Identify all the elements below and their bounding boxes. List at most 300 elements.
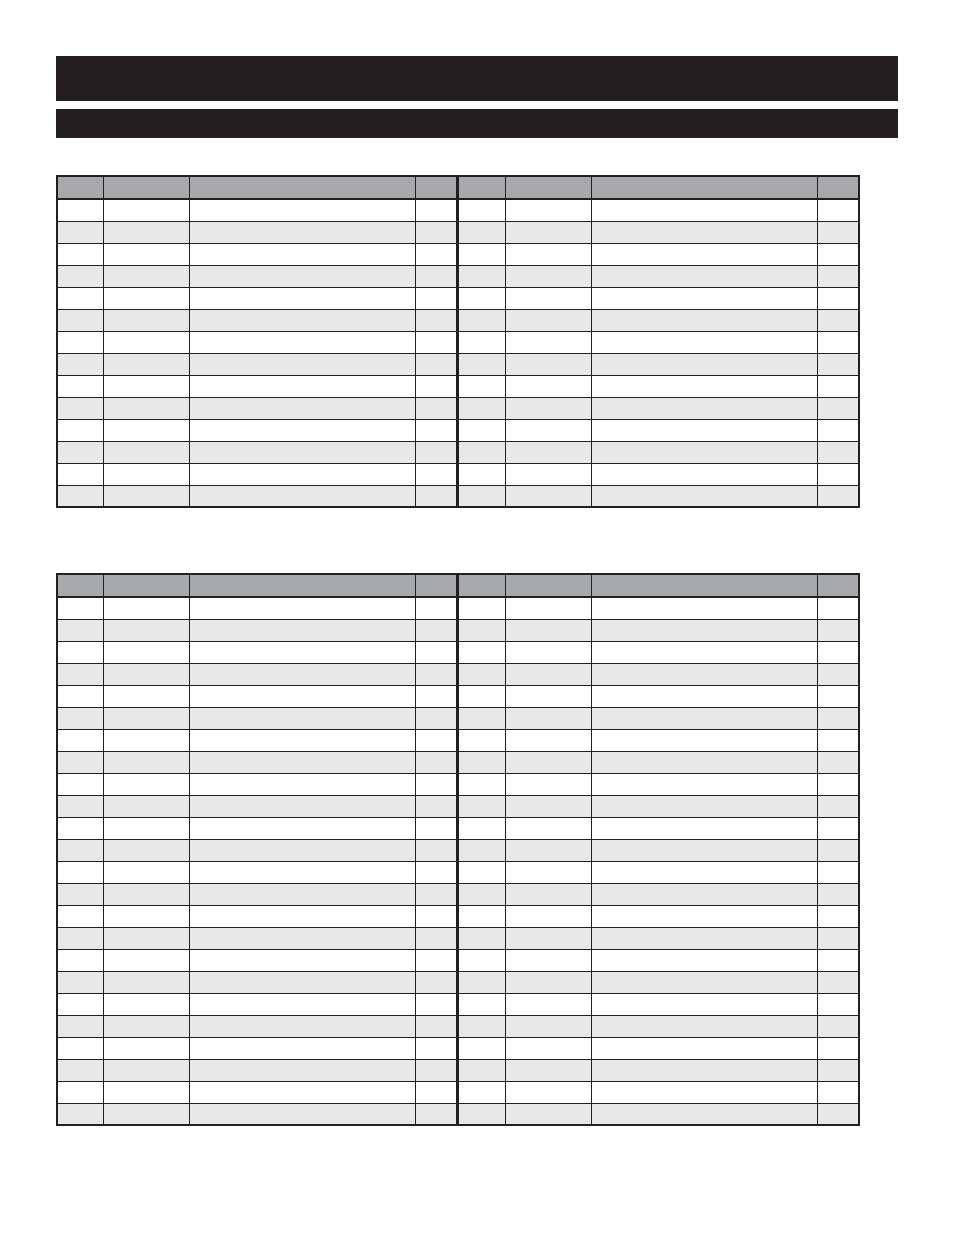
table-cell [189,419,415,441]
table-cell [189,773,415,795]
table-cell [817,1059,859,1081]
table-cell [415,397,457,419]
table-cell [103,1037,189,1059]
table-cell [189,839,415,861]
table-cell [189,397,415,419]
table-cell [415,707,457,729]
table-cell [817,883,859,905]
column-header [103,574,189,597]
table-cell [103,927,189,949]
table-cell [457,485,505,507]
column-header [457,574,505,597]
column-header [591,574,817,597]
table-cell [103,597,189,619]
column-header [57,574,103,597]
table-cell [57,309,103,331]
table-cell [457,441,505,463]
table-cell [817,441,859,463]
table-cell [103,641,189,663]
table-row [57,353,859,375]
table-cell [415,1015,457,1037]
table-cell [591,993,817,1015]
table-cell [457,795,505,817]
table-cell [817,243,859,265]
table-cell [817,817,859,839]
table-cell [505,839,591,861]
table-cell [189,1081,415,1103]
table-cell [57,883,103,905]
table-cell [57,221,103,243]
table-cell [57,287,103,309]
table-cell [591,663,817,685]
table-row [57,1059,859,1081]
table-cell [189,265,415,287]
table-cell [57,353,103,375]
table-cell [591,243,817,265]
table-cell [591,419,817,441]
table-cell [189,971,415,993]
table-cell [57,949,103,971]
table-cell [57,707,103,729]
table-cell [591,221,817,243]
table-cell [415,309,457,331]
table-cell [57,795,103,817]
table-row [57,795,859,817]
table-cell [817,729,859,751]
table-cell [103,905,189,927]
table-row [57,685,859,707]
table-cell [457,199,505,221]
table-cell [457,751,505,773]
table-row [57,861,859,883]
table-cell [415,817,457,839]
table-cell [103,485,189,507]
table-header-row [57,176,859,199]
table-cell [189,861,415,883]
table-cell [103,1015,189,1037]
table-cell [457,1081,505,1103]
table-cell [189,795,415,817]
table-cell [505,729,591,751]
table-cell [817,485,859,507]
table-cell [103,971,189,993]
table-cell [57,905,103,927]
table-row [57,441,859,463]
table-cell [505,441,591,463]
subtitle-banner [56,109,898,138]
table-cell [57,463,103,485]
table-cell [189,817,415,839]
table-cell [817,861,859,883]
table-cell [103,287,189,309]
table-cell [591,1015,817,1037]
table-cell [591,199,817,221]
table-cell [505,993,591,1015]
table-cell [189,375,415,397]
table-cell [505,419,591,441]
table-cell [189,949,415,971]
table-row [57,199,859,221]
table-cell [817,221,859,243]
table-cell [415,619,457,641]
table-row [57,949,859,971]
table-cell [591,463,817,485]
table-cell [103,199,189,221]
table-cell [189,463,415,485]
table-cell [505,795,591,817]
table-cell [103,353,189,375]
table-cell [189,485,415,507]
column-header [505,574,591,597]
table-cell [817,199,859,221]
table-cell [57,773,103,795]
table-cell [57,861,103,883]
table-cell [57,485,103,507]
table-cell [505,199,591,221]
table-cell [817,1037,859,1059]
table-cell [103,685,189,707]
table-cell [57,243,103,265]
table-row [57,817,859,839]
table-row [57,331,859,353]
table-cell [591,375,817,397]
table-cell [415,331,457,353]
table-cell [505,287,591,309]
table-cell [103,1103,189,1125]
table-row [57,663,859,685]
table-cell [505,641,591,663]
table-cell [57,1059,103,1081]
table-cell [591,971,817,993]
table-cell [457,331,505,353]
table-cell [817,949,859,971]
column-header [591,176,817,199]
table-cell [457,243,505,265]
table-cell [415,971,457,993]
column-header [457,176,505,199]
table-cell [505,1037,591,1059]
table-cell [57,685,103,707]
table-cell [415,199,457,221]
table-cell [457,619,505,641]
table-cell [415,1081,457,1103]
table-cell [591,619,817,641]
table-cell [505,1059,591,1081]
table-cell [591,287,817,309]
table-cell [189,707,415,729]
column-header [189,176,415,199]
table-cell [415,243,457,265]
table-cell [415,751,457,773]
table-cell [817,927,859,949]
table-row [57,287,859,309]
table-cell [57,663,103,685]
table-cell [457,397,505,419]
table-cell [457,1103,505,1125]
table-cell [103,839,189,861]
table-cell [57,971,103,993]
table-cell [457,287,505,309]
table-cell [591,751,817,773]
table-cell [817,1081,859,1103]
table-cell [817,419,859,441]
table-cell [103,309,189,331]
table-cell [505,309,591,331]
table-cell [591,485,817,507]
table-cell [505,949,591,971]
table-cell [189,1103,415,1125]
table-cell [817,309,859,331]
table-cell [817,751,859,773]
table-row [57,221,859,243]
table-cell [415,419,457,441]
table-row [57,397,859,419]
table-cell [415,1059,457,1081]
parts-table-2 [56,573,860,1126]
table-cell [189,199,415,221]
table-header-row [57,574,859,597]
table-cell [817,1103,859,1125]
table-cell [57,1081,103,1103]
table-cell [189,597,415,619]
table-cell [457,993,505,1015]
table-row [57,729,859,751]
table-cell [591,795,817,817]
table-cell [189,883,415,905]
table-row [57,905,859,927]
table-cell [505,331,591,353]
table-row [57,1081,859,1103]
table-cell [103,1081,189,1103]
table-cell [591,353,817,375]
table-cell [817,641,859,663]
table-cell [591,1081,817,1103]
table-row [57,265,859,287]
table-cell [415,463,457,485]
table-cell [415,641,457,663]
table-cell [457,1037,505,1059]
table-cell [457,817,505,839]
table-cell [415,927,457,949]
table-cell [103,663,189,685]
table-cell [817,265,859,287]
column-header [817,176,859,199]
table-cell [415,265,457,287]
table-cell [57,375,103,397]
table-cell [189,641,415,663]
table-cell [505,353,591,375]
table-cell [505,685,591,707]
table-cell [189,309,415,331]
table-cell [457,773,505,795]
table-cell [57,619,103,641]
table-cell [189,993,415,1015]
table-cell [189,663,415,685]
table-cell [817,971,859,993]
table-cell [57,839,103,861]
table-cell [189,619,415,641]
table-cell [505,707,591,729]
table-cell [189,1059,415,1081]
table-cell [457,221,505,243]
table-cell [505,597,591,619]
table-cell [415,353,457,375]
table-row [57,971,859,993]
table-cell [57,1037,103,1059]
table-row [57,773,859,795]
table-cell [189,1037,415,1059]
table-cell [505,485,591,507]
table-cell [457,971,505,993]
table-cell [591,1059,817,1081]
table-cell [505,265,591,287]
table-cell [591,597,817,619]
table-cell [505,463,591,485]
table-cell [103,463,189,485]
table-cell [57,397,103,419]
table-cell [57,751,103,773]
table-cell [457,663,505,685]
column-header [189,574,415,597]
table-row [57,243,859,265]
column-header [415,176,457,199]
table-cell [457,927,505,949]
table-cell [103,331,189,353]
table-cell [103,773,189,795]
table-cell [189,1015,415,1037]
table-cell [189,905,415,927]
table-cell [103,795,189,817]
table-cell [505,1103,591,1125]
table-cell [591,441,817,463]
table-cell [591,949,817,971]
table-cell [817,619,859,641]
table-cell [189,441,415,463]
table-cell [415,663,457,685]
table-row [57,1103,859,1125]
table-cell [505,375,591,397]
table-cell [817,773,859,795]
table-cell [189,221,415,243]
table-cell [103,441,189,463]
table-cell [189,287,415,309]
table-cell [189,685,415,707]
table-cell [591,707,817,729]
table-cell [57,331,103,353]
table-row [57,641,859,663]
table-cell [457,641,505,663]
table-cell [505,751,591,773]
table-cell [457,905,505,927]
table-cell [457,1015,505,1037]
table-cell [189,353,415,375]
table-cell [57,1015,103,1037]
table-row [57,463,859,485]
table-cell [505,971,591,993]
table-cell [817,663,859,685]
table-cell [817,707,859,729]
table-row [57,883,859,905]
table-cell [415,441,457,463]
table-cell [415,883,457,905]
table-cell [415,729,457,751]
table-cell [457,463,505,485]
table-cell [817,463,859,485]
table-cell [457,265,505,287]
table-cell [457,949,505,971]
table-row [57,375,859,397]
table-cell [591,817,817,839]
table-cell [415,485,457,507]
table-cell [415,905,457,927]
table-cell [103,751,189,773]
table-cell [457,861,505,883]
table-cell [591,1103,817,1125]
table-cell [817,685,859,707]
table-cell [57,927,103,949]
table-cell [415,773,457,795]
table-cell [817,375,859,397]
table-cell [415,287,457,309]
table-cell [457,883,505,905]
table-cell [505,927,591,949]
table-cell [189,751,415,773]
table-cell [103,883,189,905]
table-cell [591,309,817,331]
table-row [57,419,859,441]
table-cell [591,1037,817,1059]
table-cell [505,1015,591,1037]
table-cell [591,331,817,353]
table-cell [103,861,189,883]
table-cell [505,397,591,419]
table-row [57,751,859,773]
table-cell [103,993,189,1015]
column-header [57,176,103,199]
table-cell [505,905,591,927]
table-cell [505,619,591,641]
table-cell [415,375,457,397]
table-cell [103,949,189,971]
table-row [57,707,859,729]
table-cell [591,927,817,949]
table-cell [57,419,103,441]
table-cell [103,729,189,751]
table-row [57,993,859,1015]
column-header [103,176,189,199]
table-cell [189,243,415,265]
table-cell [103,419,189,441]
table-cell [505,861,591,883]
table-cell [505,221,591,243]
table-cell [103,707,189,729]
table-cell [505,773,591,795]
table-cell [817,1015,859,1037]
table-cell [817,331,859,353]
table-cell [457,597,505,619]
table-cell [103,375,189,397]
table-cell [57,1103,103,1125]
table-cell [415,949,457,971]
table-cell [415,597,457,619]
table-cell [457,309,505,331]
table-cell [591,883,817,905]
table-cell [57,817,103,839]
table-cell [817,839,859,861]
table-row [57,485,859,507]
table-cell [457,729,505,751]
table-cell [415,839,457,861]
